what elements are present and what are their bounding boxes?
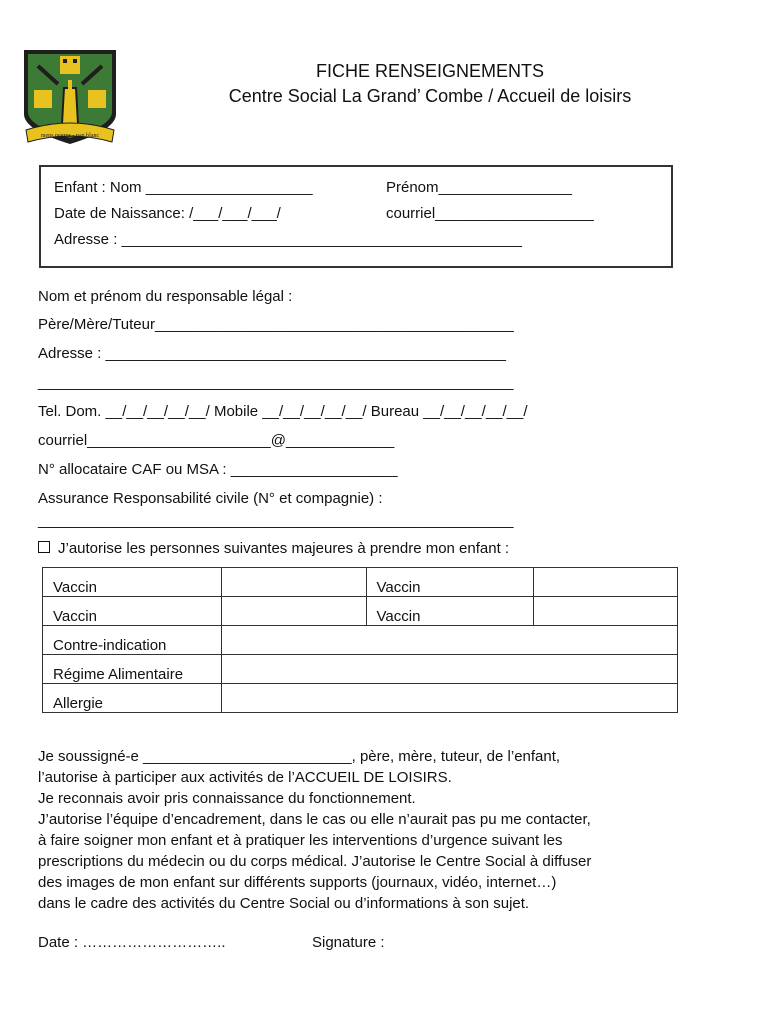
caf-number-field[interactable]: N° allocataire CAF ou MSA : ____________________ [38, 461, 398, 478]
statement-line[interactable]: Je soussigné-e _________________________, père, mère, tuteur, de l’enfant, [38, 748, 561, 765]
phones-field[interactable]: Tel. Dom. __/__/__/__/__/ Mobile __/__/__/__/__/ Bureau __/__/__/__/__/ [38, 403, 528, 420]
allergie-cell[interactable] [221, 684, 677, 713]
table-row [43, 626, 678, 655]
authorize-label: J’autorise les personnes suivantes majeures à prendre mon enfant : [58, 540, 510, 557]
page-subtitle: Centre Social La Grand’ Combe / Accueil de loisirs [228, 86, 632, 106]
statement-line: des images de mon enfant sur différents supports (journaux, vidéo, internet…) [38, 874, 557, 891]
vaccin-label: Vaccin [43, 568, 222, 597]
authorize-pickup-row[interactable] [38, 540, 509, 557]
logo-motto: mens negros - pan blanc [40, 133, 100, 139]
statement-line: Je reconnais avoir pris connaissance du fonctionnement. [38, 790, 416, 807]
child-firstname-field[interactable]: Prénom________________ [386, 179, 572, 196]
regime-label: Régime Alimentaire [43, 655, 222, 684]
authorize-checkbox[interactable] [38, 541, 50, 553]
statement-paragraph [38, 746, 728, 914]
contre-indication-cell[interactable] [221, 626, 677, 655]
medical-table [42, 567, 678, 713]
vaccin-label: Vaccin [366, 568, 534, 597]
date-field[interactable]: Date : ……………………….. [38, 934, 226, 951]
page-title: FICHE RENSEIGNEMENTS [315, 61, 545, 81]
insurance-label: Assurance Responsabilité civile (N° et compagnie) : [38, 490, 383, 507]
insurance-field[interactable]: _________________________________________________________ [38, 512, 514, 529]
vaccin-value-cell[interactable] [534, 568, 678, 597]
guardian-address-field[interactable]: Adresse : ________________________________________________ [38, 345, 506, 362]
guardian-address-line2[interactable]: _________________________________________________________ [38, 374, 514, 391]
statement-line: l’autorise à participer aux activités de l’ACCUEIL DE LOISIRS. [38, 769, 452, 786]
child-info-box [39, 165, 673, 268]
birthdate-field[interactable]: Date de Naissance: /___/___/___/ [54, 205, 281, 222]
vaccin-value-cell[interactable] [221, 568, 366, 597]
statement-line: prescriptions du médecin ou du corps médical. J’autorise le Centre Social à diffuser [38, 853, 592, 870]
vaccin-label: Vaccin [43, 597, 222, 626]
contre-indication-label: Contre-indication [43, 626, 222, 655]
statement-line: dans le cadre des activités du Centre Social ou d’informations à son sujet. [38, 895, 530, 912]
child-name-field[interactable]: Enfant : Nom ____________________ [54, 179, 313, 196]
child-email-field[interactable]: courriel___________________ [386, 205, 594, 222]
child-address-field[interactable]: Adresse : ________________________________________________ [54, 231, 522, 248]
vaccin-value-cell[interactable] [534, 597, 678, 626]
signature-field[interactable]: Signature : [312, 934, 385, 951]
guardian-heading: Nom et prénom du responsable légal : [38, 288, 293, 305]
regime-cell[interactable] [221, 655, 677, 684]
table-row [43, 655, 678, 684]
parent-name-field[interactable]: Père/Mère/Tuteur___________________________________________ [38, 316, 514, 333]
guardian-email-field[interactable]: courriel______________________@_____________ [38, 432, 395, 449]
table-row [43, 568, 678, 597]
vaccin-label: Vaccin [366, 597, 534, 626]
vaccin-value-cell[interactable] [221, 597, 366, 626]
table-row [43, 684, 678, 713]
allergie-label: Allergie [43, 684, 222, 713]
statement-line: à faire soigner mon enfant et à pratiquer les interventions d’urgence suivant les [38, 832, 563, 849]
statement-line: J’autorise l’équipe d’encadrement, dans le cas ou elle n’aurait pas pu me contacter, [38, 811, 591, 828]
table-row [43, 597, 678, 626]
